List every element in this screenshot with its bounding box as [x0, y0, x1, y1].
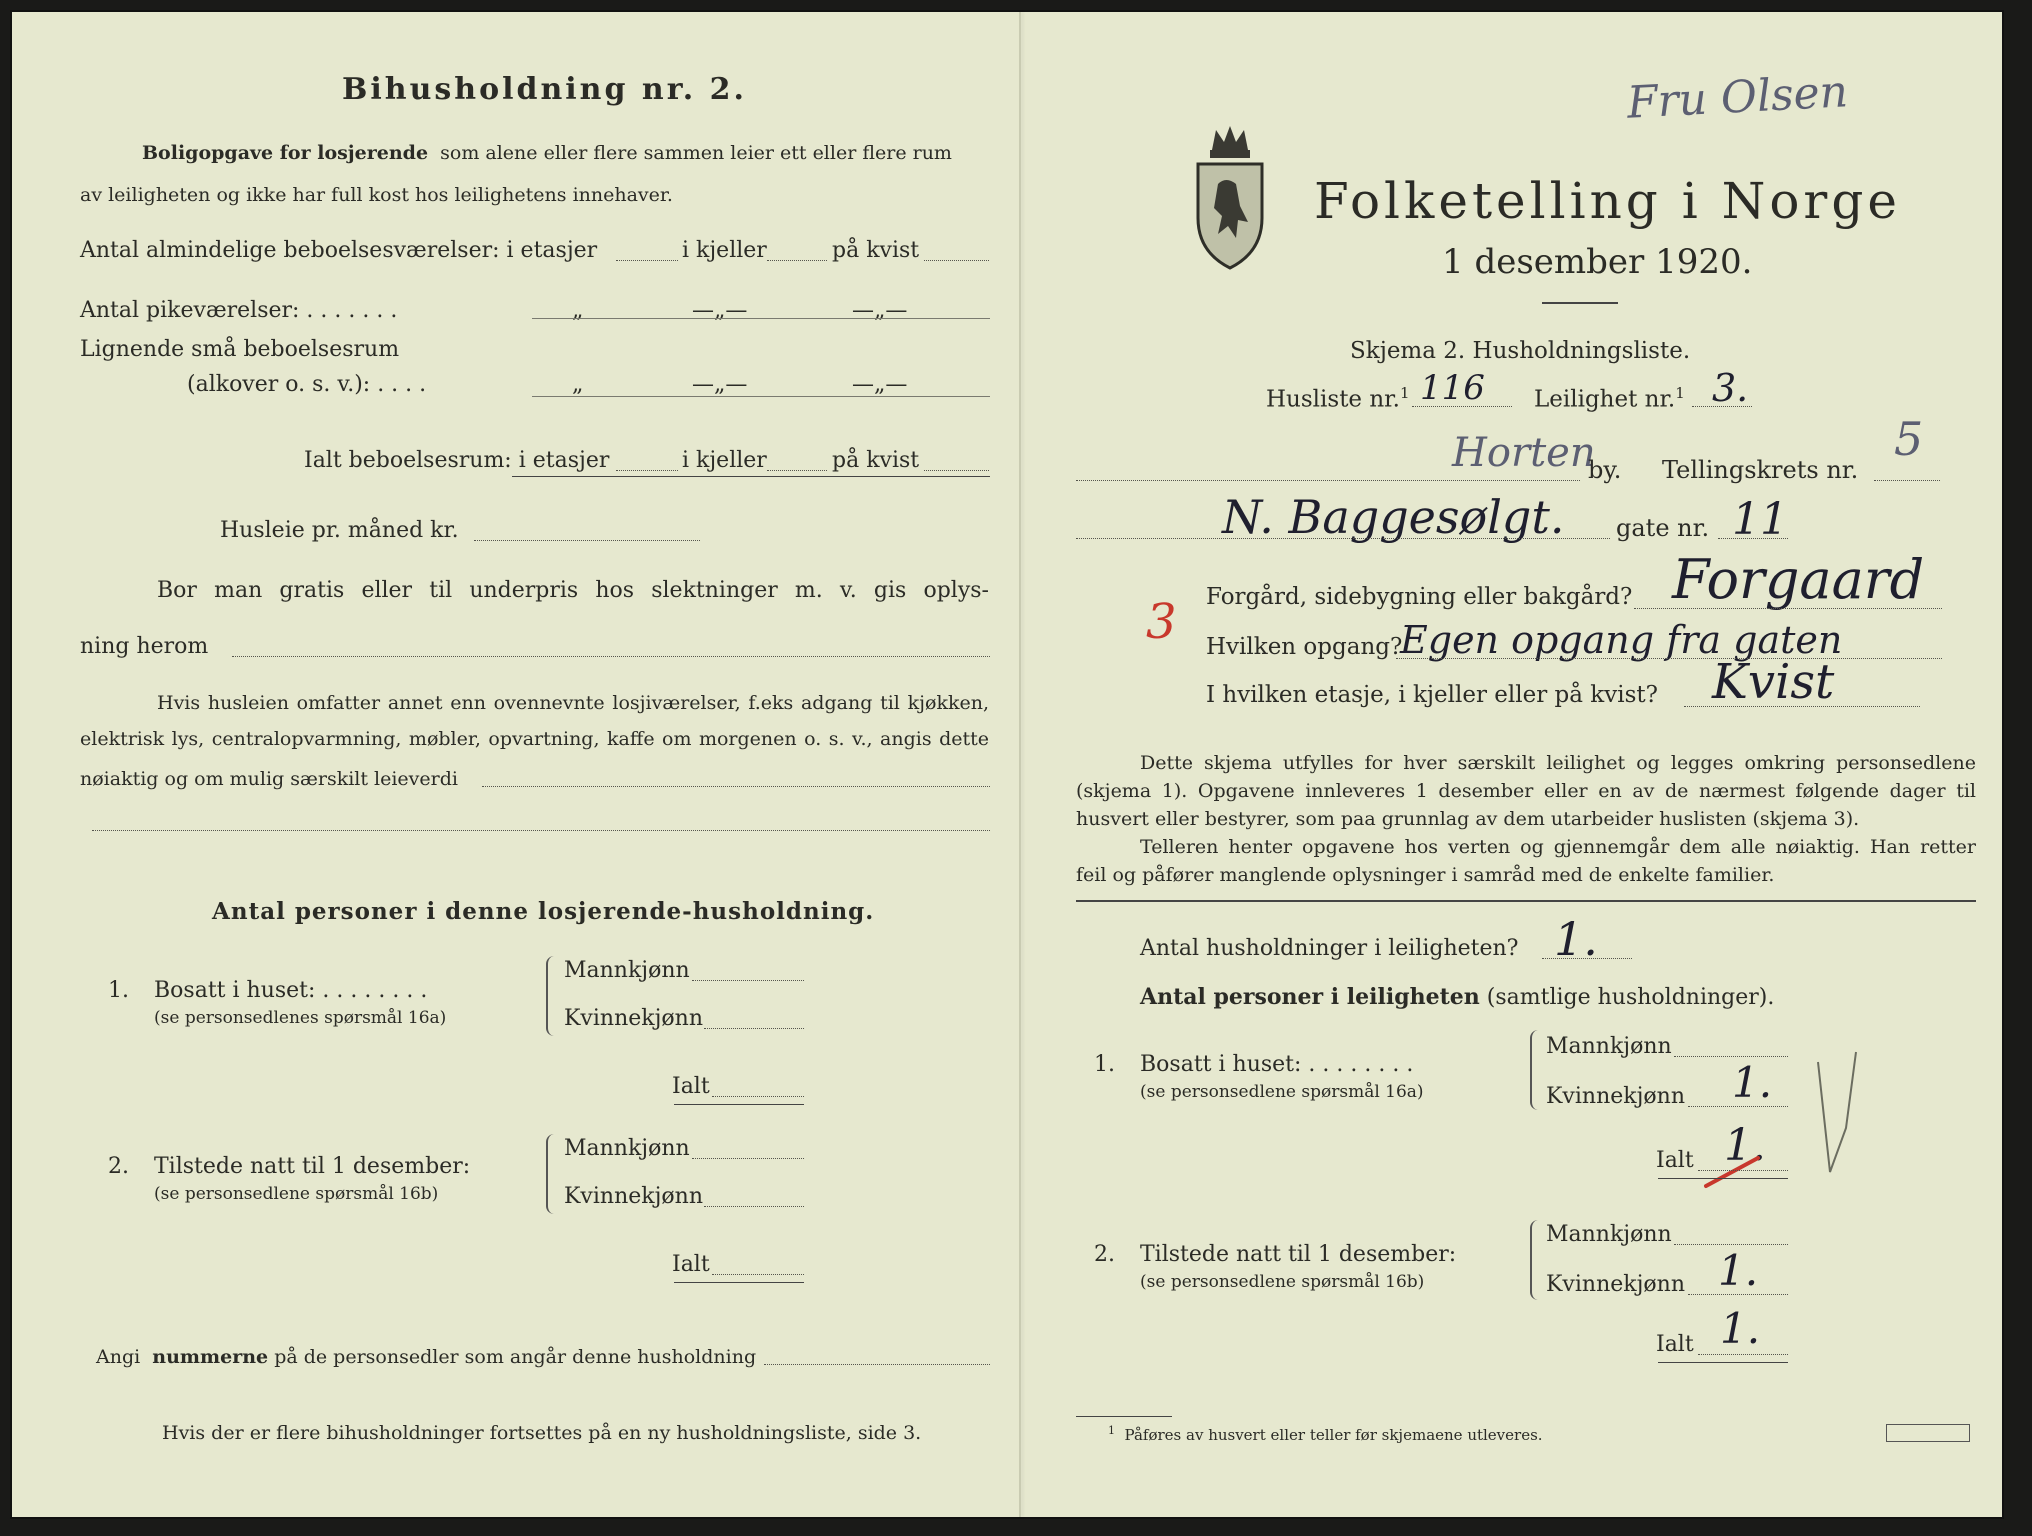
right-q2-total-label: Ialt: [1656, 1332, 1694, 1357]
small-rooms-label-2: (alkover o. s. v.): . . . .: [187, 372, 427, 397]
left-q2-num: 2.: [108, 1154, 129, 1179]
city-value: Horten: [1452, 430, 1596, 476]
norway-coat-of-arms-icon: [1192, 122, 1268, 272]
leilighet-text: Leilighet nr.: [1534, 386, 1676, 413]
opgang-label: Hvilken opgang?: [1206, 634, 1403, 660]
pike-ditto-1: „: [572, 298, 584, 323]
pencil-check-mark-icon: [1812, 1032, 1872, 1182]
total-kjeller-label: i kjeller: [682, 448, 767, 473]
gate-field: [1718, 538, 1788, 539]
husliste-text: Husliste nr.: [1266, 386, 1400, 413]
rooms-kjeller-label: i kjeller: [682, 238, 767, 263]
intro-rest: som alene eller flere sammen leier ett eller flere rum: [440, 142, 952, 164]
pike-label: Antal pikeværelser: . . . . . . .: [80, 298, 398, 323]
numbers-field: [764, 1364, 990, 1365]
leilighet-value: 3.: [1712, 366, 1749, 410]
leilighet-label: [1534, 384, 1685, 413]
right-q1-male-label: Mannkjønn: [1546, 1034, 1672, 1059]
left-intro-line-1: [142, 142, 952, 164]
persons-line: [1140, 984, 1774, 1010]
instructions-line-5: feil og påfører manglende oplysninger i samråd med de enkelte familier.: [1076, 864, 1775, 886]
note-field: [482, 786, 990, 787]
small-rooms-field: [532, 396, 990, 397]
right-date: 1 desember 1920.: [1442, 242, 1753, 282]
right-q1-total-field: [1698, 1170, 1788, 1171]
forgard-value: Forgaard: [1672, 548, 1925, 611]
title-underline: [1542, 302, 1618, 304]
handwritten-name-top: Fru Olsen: [1625, 66, 1850, 129]
left-q1-label: Bosatt i huset: . . . . . . . .: [154, 978, 428, 1003]
households-value: 1.: [1554, 912, 1598, 966]
husliste-footnote-mark: 1: [1399, 384, 1410, 402]
intro-bold: Boligopgave for losjerende: [142, 142, 429, 164]
right-q2-female-label: Kvinnekjønn: [1546, 1272, 1685, 1297]
left-title: Bihusholdning nr. 2.: [342, 72, 747, 107]
left-q2-male-label: Mannkjønn: [564, 1136, 690, 1161]
footnote-divider: [1076, 1416, 1172, 1417]
gate-value: 11: [1732, 494, 1788, 545]
right-q2-brace: [1530, 1220, 1540, 1300]
pike-field: [532, 318, 990, 319]
right-q1-female-value: 1.: [1732, 1058, 1773, 1107]
left-q2-male-field: [692, 1158, 804, 1159]
left-q1-male-label: Mannkjønn: [564, 958, 690, 983]
left-q1-brace: [546, 956, 556, 1036]
total-rooms-underline: [512, 476, 990, 477]
households-field: [1542, 958, 1632, 959]
etasje-field: [1684, 706, 1920, 707]
red-mark: 3: [1146, 594, 1177, 650]
husliste-value: 116: [1420, 368, 1485, 408]
left-q2-sub: (se personsedlene spørsmål 16b): [154, 1184, 439, 1204]
left-q1-sub: (se personsedlenes spørsmål 16a): [154, 1008, 447, 1028]
note-line-2: elektrisk lys, centralopvarmning, møbler, opvartning, kaffe om morgenen o. s. v., angis dette: [80, 728, 989, 750]
forgard-field: [1634, 608, 1942, 609]
left-q2-brace: [546, 1134, 556, 1214]
right-q1-male-field: [1674, 1056, 1788, 1057]
free-housing-field: [232, 656, 990, 657]
right-q1-total-value: 1.: [1724, 1120, 1766, 1171]
leilighet-field: [1692, 406, 1752, 407]
left-q2-total-underline: [674, 1282, 804, 1283]
small-ditto-1: „: [572, 372, 584, 397]
tellingskrets-field: [1874, 480, 1940, 481]
small-ditto-2: —„—: [692, 372, 748, 397]
left-q1-total-label: Ialt: [672, 1074, 710, 1099]
left-q1-total-field: [712, 1096, 804, 1097]
instructions-line-2: (skjema 1). Opgavene innleveres 1 desember eller en av de nærmest følgende dager til: [1076, 780, 1976, 802]
small-rooms-label-1: Lignende små beboelsesrum: [80, 337, 400, 362]
city-field: [1076, 480, 1580, 481]
rooms-kvist-label: på kvist: [832, 238, 920, 263]
census-form-sheet: [10, 10, 2004, 1519]
persons-bold: Antal personer i leiligheten: [1140, 984, 1480, 1010]
rooms-kjeller-field: [767, 260, 827, 261]
opgang-field: [1396, 658, 1942, 659]
right-q1-total-underline: [1658, 1178, 1788, 1179]
right-q2-male-field: [1674, 1244, 1788, 1245]
right-q1-brace: [1530, 1030, 1540, 1110]
instructions-divider: [1076, 900, 1976, 902]
left-q2-female-field: [704, 1206, 804, 1207]
tellingskrets-value: 5: [1894, 412, 1924, 466]
left-intro-line-2: av leiligheten og ikke har full kost hos leilighetens innehaver.: [80, 184, 673, 206]
right-q1-num: 1.: [1094, 1052, 1115, 1077]
right-q1-female-field: [1688, 1106, 1788, 1107]
continue-note: Hvis der er flere bihusholdninger fortsettes på en ny husholdningsliste, side 3.: [162, 1422, 922, 1444]
etasje-label: I hvilken etasje, i kjeller eller på kvist?: [1206, 682, 1658, 708]
right-q1-label: Bosatt i huset: . . . . . . . .: [1140, 1052, 1414, 1077]
note-line-3: nøiaktig og om mulig særskilt leieverdi: [80, 768, 458, 790]
numbers-line: [96, 1346, 756, 1368]
left-q2-total-field: [712, 1274, 804, 1275]
schema-label: Skjema 2. Husholdningsliste.: [1350, 338, 1691, 364]
note-line-1: Hvis husleien omfatter annet enn ovennevnte losjiværelser, f.eks adgang til kjøkken,: [157, 692, 989, 714]
right-q2-female-field: [1688, 1294, 1788, 1295]
rooms-kvist-field: [924, 260, 989, 261]
numbers-rest: på de personsedler som angår denne husholdning: [274, 1346, 757, 1368]
left-q1-male-field: [692, 980, 804, 981]
total-rooms-label: Ialt beboelsesrum: i etasjer: [304, 448, 610, 473]
left-q2-female-label: Kvinnekjønn: [564, 1184, 703, 1209]
pike-ditto-3: —„—: [852, 298, 908, 323]
note-field-2: [92, 830, 990, 831]
rent-field: [474, 540, 700, 541]
right-q1-female-label: Kvinnekjønn: [1546, 1084, 1685, 1109]
husliste-label: [1266, 384, 1410, 413]
free-housing-line-2: ning herom: [80, 634, 209, 659]
small-ditto-3: —„—: [852, 372, 908, 397]
left-q2-total-label: Ialt: [672, 1252, 710, 1277]
red-checkmark-icon: [1702, 1152, 1762, 1192]
total-kvist-field: [924, 470, 989, 471]
etasje-value: Kvist: [1712, 654, 1835, 710]
numbers-pre: Angi: [96, 1346, 141, 1368]
left-q1-female-label: Kvinnekjønn: [564, 1006, 703, 1031]
opgang-value: Egen opgang fra gaten: [1400, 618, 1843, 662]
right-q2-total-value: 1.: [1720, 1304, 1761, 1353]
tellingskrets-label: Tellingskrets nr.: [1662, 456, 1859, 484]
right-q1-total-label: Ialt: [1656, 1148, 1694, 1173]
forgard-label: Forgård, sidebygning eller bakgård?: [1206, 584, 1633, 610]
numbers-bold: nummerne: [152, 1346, 269, 1368]
right-q2-sub: (se personsedlene spørsmål 16b): [1140, 1272, 1425, 1292]
free-housing-line-1: Bor man gratis eller til underpris hos slektninger m. v. gis oplys-: [157, 578, 989, 603]
total-etasjer-field: [616, 470, 678, 471]
persons-rest: (samtlige husholdninger).: [1486, 985, 1775, 1010]
footnote-number: 1: [1108, 1424, 1115, 1437]
right-q2-total-field: [1698, 1354, 1788, 1355]
printer-stamp: [1886, 1424, 1970, 1442]
instructions-line-3: husvert eller bestyrer, som paa grunnlag av dem utarbeider huslisten (skjema 3).: [1076, 808, 1860, 830]
rooms-etasjer-field: [616, 260, 678, 261]
page-fold: [1019, 12, 1021, 1517]
right-q1-sub: (se personsedlene spørsmål 16a): [1140, 1082, 1424, 1102]
right-q2-label: Tilstede natt til 1 desember:: [1140, 1242, 1457, 1267]
pike-ditto-2: —„—: [692, 298, 748, 323]
total-kvist-label: på kvist: [832, 448, 920, 473]
left-q2-label: Tilstede natt til 1 desember:: [154, 1154, 471, 1179]
instructions-line-4: Telleren henter opgavene hos verten og gjennemgår dem alle nøiaktig. Han retter: [1140, 836, 1976, 858]
footnote-text: Påføres av husvert eller teller før skjemaene utleveres.: [1124, 1426, 1543, 1444]
rooms-label: Antal almindelige beboelsesværelser: i etasjer: [80, 238, 598, 263]
left-q1-female-field: [704, 1028, 804, 1029]
gate-label: gate nr.: [1616, 514, 1710, 542]
right-title: Folketelling i Norge: [1314, 172, 1901, 230]
instructions-line-1: Dette skjema utfylles for hver særskilt leilighet og legges omkring personsedlene: [1140, 752, 1976, 774]
street-field: [1076, 538, 1610, 539]
total-kjeller-field: [767, 470, 827, 471]
left-q1-num: 1.: [108, 978, 129, 1003]
right-q2-female-value: 1.: [1718, 1246, 1759, 1295]
street-value: N. Baggesølgt.: [1222, 490, 1565, 544]
households-label: Antal husholdninger i leiligheten?: [1140, 936, 1519, 961]
leilighet-footnote-mark: 1: [1675, 384, 1685, 402]
husliste-field: [1412, 406, 1512, 407]
right-q2-total-underline: [1658, 1362, 1788, 1363]
left-q1-total-underline: [674, 1104, 804, 1105]
persons-heading: Antal personer i denne losjerende-husholdning.: [212, 898, 875, 925]
right-q2-male-label: Mannkjønn: [1546, 1222, 1672, 1247]
by-label: by.: [1588, 456, 1622, 484]
right-q2-num: 2.: [1094, 1242, 1115, 1267]
rent-label: Husleie pr. måned kr.: [220, 518, 459, 543]
footnote-line: [1108, 1424, 1543, 1444]
